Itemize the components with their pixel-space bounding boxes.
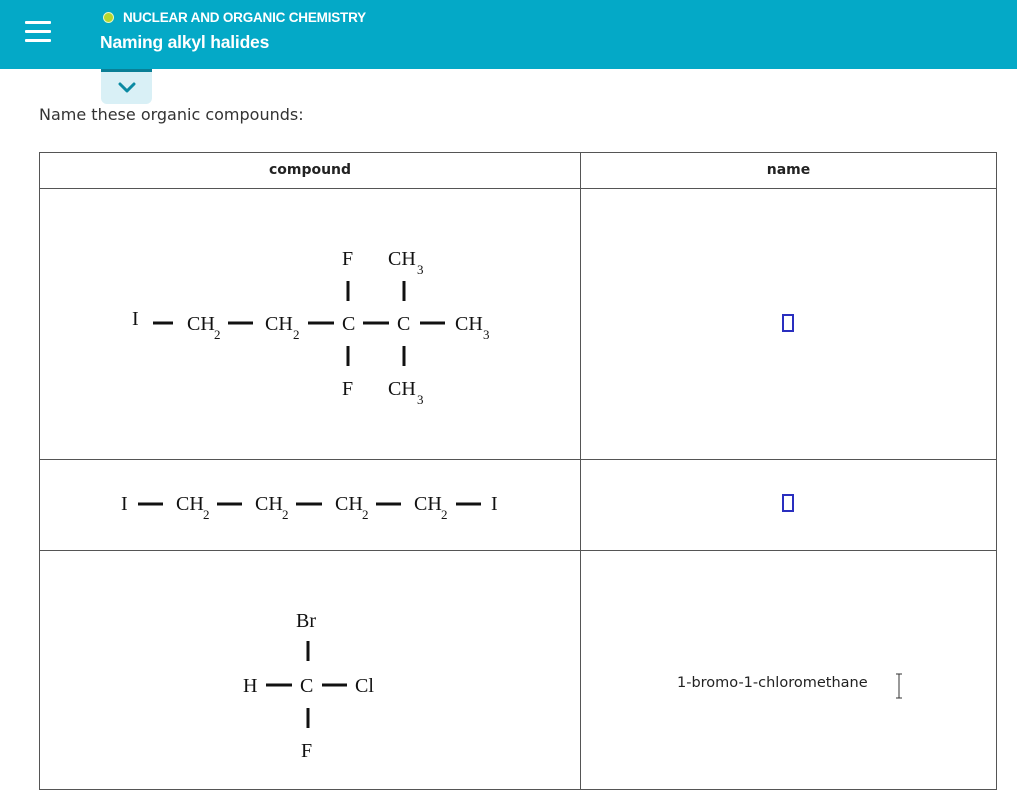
atom-ch2: CH	[335, 493, 363, 515]
atom-f-down: F	[342, 378, 354, 400]
topic-label: NUCLEAR AND ORGANIC CHEMISTRY	[123, 10, 366, 25]
collapse-header-button[interactable]	[101, 69, 152, 104]
text-cursor-icon	[895, 672, 903, 700]
subscript: 2	[282, 507, 289, 522]
column-header-compound: compound	[39, 152, 581, 189]
atom-i: I	[491, 493, 498, 515]
subscript: 2	[214, 327, 221, 342]
atom-ch3: CH	[455, 313, 483, 335]
atom-cl: Cl	[355, 675, 374, 697]
subscript: 3	[483, 327, 490, 342]
subscript: 2	[441, 507, 448, 522]
atom-f-up: F	[342, 248, 354, 270]
hamburger-menu-icon[interactable]	[25, 19, 51, 45]
atom-ch3-down: CH	[388, 378, 416, 400]
atom-ch2: CH	[187, 313, 215, 335]
atom-c: C	[300, 675, 314, 697]
subscript: 3	[417, 262, 424, 277]
atom-c: C	[342, 313, 356, 335]
atom-ch2: CH	[255, 493, 283, 515]
compound-1-structure	[40, 189, 580, 459]
subscript: 3	[417, 392, 424, 407]
name-answer-input-1[interactable]	[782, 314, 794, 332]
atom-c: C	[397, 313, 411, 335]
atom-ch2: CH	[414, 493, 442, 515]
name-answer-input-2[interactable]	[782, 494, 794, 512]
subscript: 2	[362, 507, 369, 522]
column-header-name: name	[580, 152, 997, 189]
table-row-2-name	[580, 459, 997, 551]
atom-h: H	[243, 675, 258, 697]
table-row-1-compound	[39, 188, 581, 460]
table-row-3-compound	[39, 550, 581, 790]
table-row-2-compound	[39, 459, 581, 551]
atom-br: Br	[296, 610, 316, 632]
atom-i: I	[132, 308, 139, 330]
subscript: 2	[203, 507, 210, 522]
table-row-3-name	[580, 550, 997, 790]
atom-ch2: CH	[265, 313, 293, 335]
name-answer-input-3[interactable]: 1-bromo-1-chloromethane	[677, 675, 868, 691]
chevron-down-icon	[117, 81, 137, 95]
atom-ch2: CH	[176, 493, 204, 515]
compounds-table	[39, 152, 997, 792]
subscript: 2	[293, 327, 300, 342]
compound-2-structure	[40, 460, 580, 550]
top-bar	[0, 0, 1017, 69]
topic-status-dot	[103, 12, 114, 23]
atom-i: I	[121, 493, 128, 515]
atom-ch3-up: CH	[388, 248, 416, 270]
atom-f: F	[301, 740, 313, 762]
page-title: Naming alkyl halides	[100, 32, 270, 52]
compound-3-structure	[40, 551, 580, 789]
table-row-1-name	[580, 188, 997, 460]
question-prompt: Name these organic compounds:	[39, 105, 304, 124]
